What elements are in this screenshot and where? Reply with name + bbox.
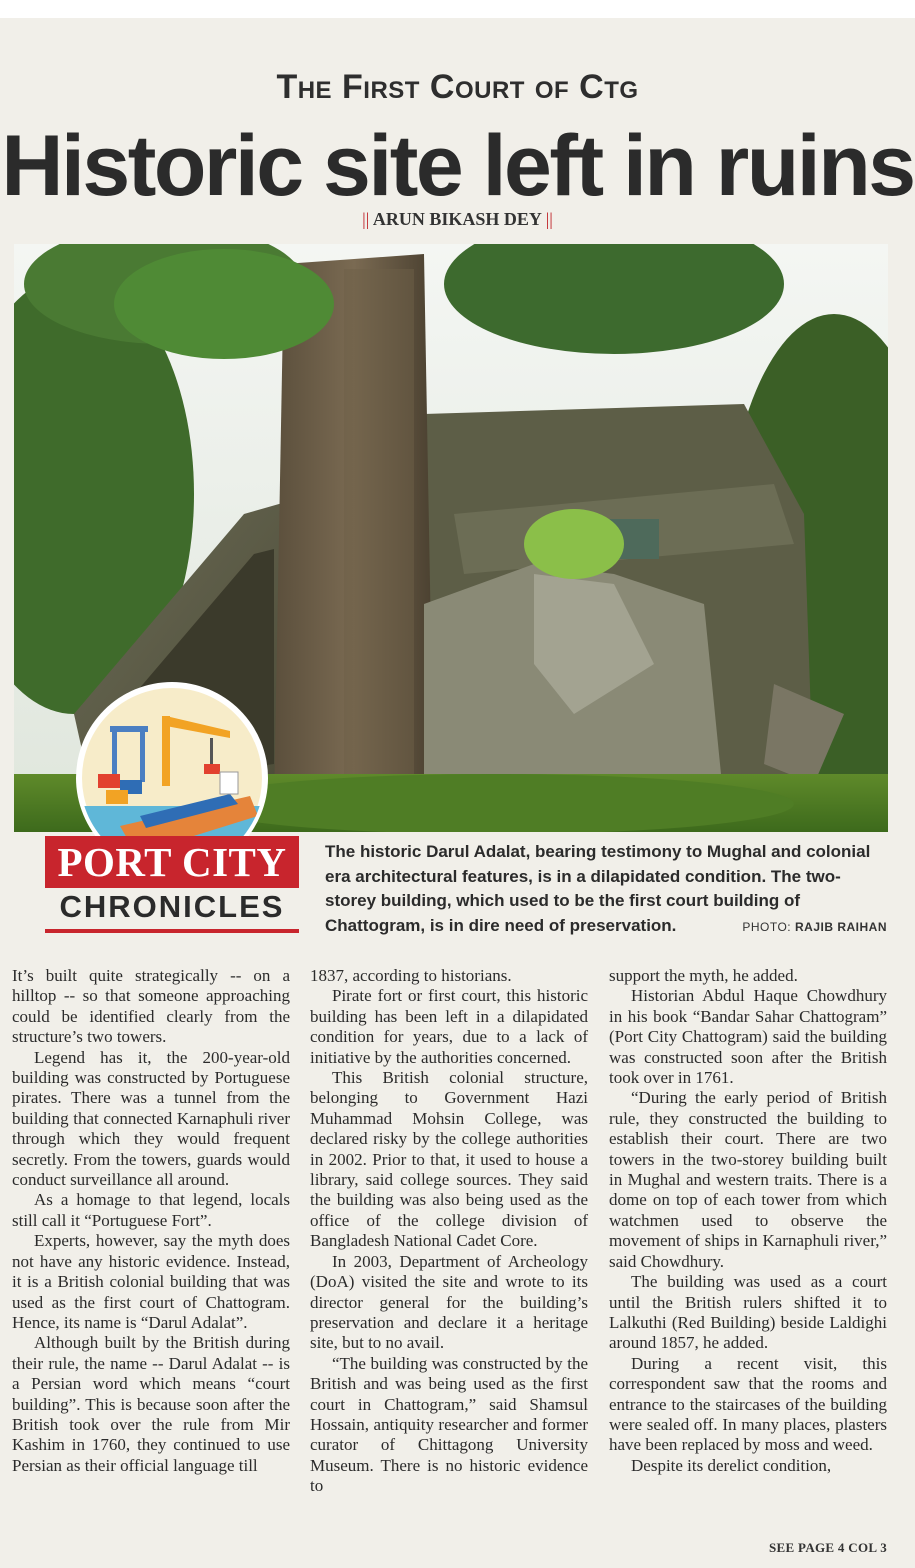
paragraph: As a homage to that legend, locals still call it “Portuguese Fort”. [12,1190,290,1230]
byline-bar-right: || [545,209,553,229]
main-headline: Historic site left in ruins [1,118,914,214]
kicker-headline: The First Court of Ctg [276,68,639,106]
paragraph: It’s built quite strategically -- on a hilltop -- so that someone approaching could be identified clearly from the structure’s two towers. [12,966,290,1047]
photo-credit [742,920,887,934]
paragraph: “The building was constructed by the British and was being used as the first court in Chattogram,” said Shamsul Hossain, antiquity researcher and former curator of Chittagong University Museum. There is no historic evidence to [310,1353,588,1496]
byline-bar-left: || [362,209,370,229]
paragraph: “During the early period of British rule, they constructed the building to establish their court. There are two towers in the two-storey building built in Mughal and western traits. There is a dome on top of each tower from which watchmen used to observe the movement of ships in Karnaphuli river,” said Chowdhury. [609,1088,887,1271]
byline [0,209,915,230]
paragraph: The building was used as a court until the British rulers shifted it to Lalkuthi (Red Building) beside Laldighi around 1857, he added. [609,1272,887,1353]
paragraph: During a recent visit, this correspondent saw that the rooms and entrance to the staircases of the building were sealed off. In many places, plasters have been replaced by moss and weed. [609,1353,887,1455]
continuation-note: SEE PAGE 4 COL 3 [769,1540,887,1555]
paragraph: In 2003, Department of Archeology (DoA) visited the site and wrote to its director general for the building’s preservation and declare it a heritage site, but to no avail. [310,1251,588,1353]
photo-credit-name: RAJIB RAIHAN [794,920,887,934]
paragraph: 1837, according to historians. [310,966,512,985]
article-column-2 [310,966,588,1566]
section-logo-chronicles: CHRONICLES [59,889,285,924]
newspaper-page [0,18,915,1568]
paragraph: Experts, however, say the myth does not have any historic evidence. Instead, it is a British colonial building that was used as the first court of Chattogram. Hence, its name is “Darul Adalat”. [12,1231,290,1332]
paragraph: This British colonial structure, belonging to Government Hazi Muhammad Mohsin College, was declared risky by the college authorities in 2002. Prior to that, it used to house a library, said college sources. They said the building was also being used as the office of the college division of Bangladesh National Cadet Core. [310,1068,588,1251]
photo-caption: The historic Darul Adalat, bearing testimony to Mughal and colonial era architectural features, is in a dilapidated condition. The two-storey building, which used to be the first court building of Chattogram, is in dire need of preservation. [325,842,871,935]
article-column-1 [12,966,290,1566]
paragraph: Pirate fort or first court, this historic building has been left in a dilapidated condition for years, due to a lack of initiative by the authorities concerned. [310,986,588,1067]
paragraph: Legend has it, the 200-year-old building was constructed by Portuguese pirates. There was a tunnel from the building that connected Karnaphuli river through which they would frequent secretly. From the towers, guards would conduct surveillance all around. [12,1047,290,1190]
byline-author: ARUN BIKASH DEY [372,209,542,229]
article-column-3 [609,966,887,1566]
section-logo-port-city: PORT CITY [45,836,299,888]
paragraph: support the myth, he added. [609,966,798,985]
paragraph: Although built by the British during their rule, the name -- Darul Adalat -- is a Persian word which means “court building”. This is because soon after the British took over the rule from Mir Kashim in 1760, they continued to use Persian as their official language till [12,1333,290,1475]
paragraph: Despite its derelict condition, [631,1455,832,1475]
section-logo-underline [45,929,299,933]
paragraph: Historian Abdul Haque Chowdhury in his book “Bandar Sahar Chattogram” (Port City Chattogram) said the building was constructed soon after the British took over in 1761. [609,986,887,1088]
photo-credit-label: PHOTO: [742,920,792,934]
